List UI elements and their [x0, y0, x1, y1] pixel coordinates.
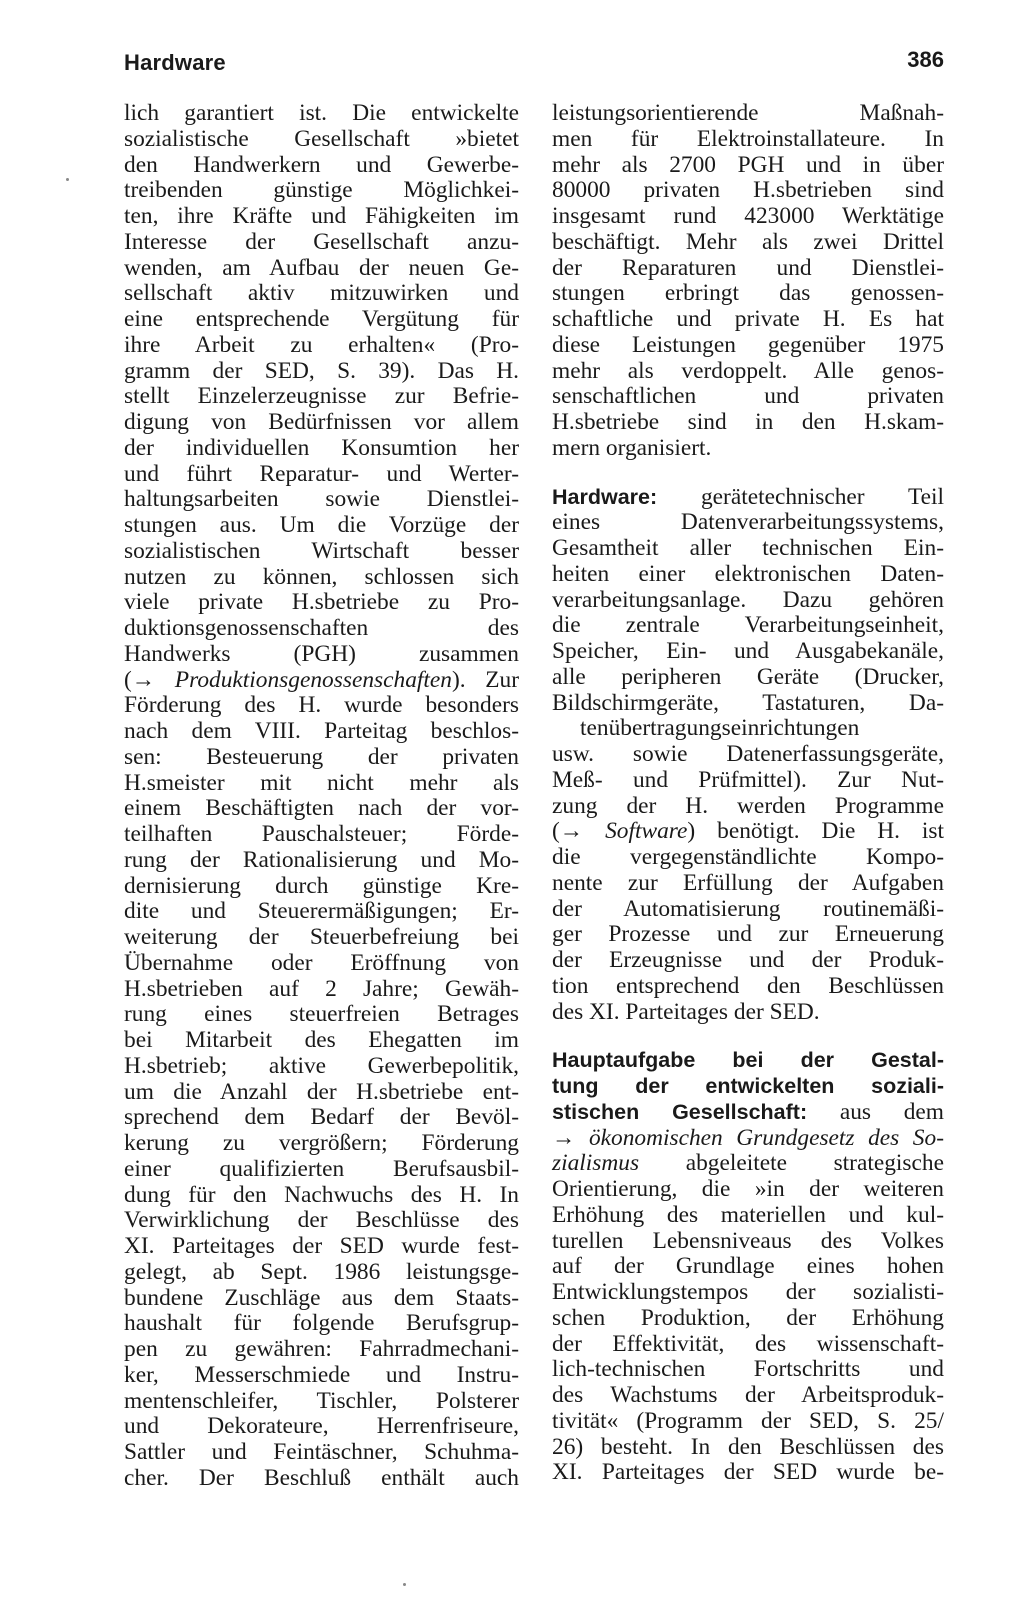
handwerk-continuation: [552, 101, 944, 462]
text-line: einem Beschäftigten nach der vor-: [124, 795, 519, 822]
entry-hauptaufgabe: Hauptaufgabe bei der Gestal- tung der entwickelten soziali- stischen Gesellschaft: aus dem → ökonomischen Grundgesetz des So- zialismus abgeleitete strategische Orientierung, die »in der weiteren Erhöhung des materiellen und kul- turellen Lebensniveaus des Volkes auf der Grundlage eines hohen Entwicklungstempos der sozialisti- schen Produktion, der Erhöhung der Effektivität, des wissenschaft- lich-technischen Fortschritts und des Wachstums der Arbeitsproduk- tivität« (Programm der SED, S. 25/ 26) besteht. In den Beschlüssen des XI. Parteitages der SED wurde be-: [552, 1048, 944, 1486]
headword-hauptaufgabe-2: tung der entwickelten soziali-: [552, 1074, 944, 1098]
text-line: der individuellen Konsumtion her: [124, 434, 519, 461]
text-line: Verwirklichung der Beschlüsse des: [124, 1207, 519, 1234]
text-line: H.sbetrieb; aktive Gewerbepolitik,: [124, 1052, 519, 1079]
text-line: Meß- und Prüfmittel). Zur Nut-: [552, 766, 944, 793]
text-line: haltungsarbeiten sowie Dienstlei-: [124, 486, 519, 513]
text-line: sozialistischen Wirtschaft besser: [124, 537, 519, 564]
text-line: viele private H.sbetriebe zu Pro-: [124, 589, 519, 616]
headword-hauptaufgabe-1: Hauptaufgabe bei der Gestal-: [552, 1048, 944, 1073]
hardware-first-line: Hardware: gerätetechnischer Teil: [552, 483, 944, 510]
text-line: H.sbetrieben auf 2 Jahre; Gewäh-: [124, 975, 519, 1002]
text-line: diese Leistungen gegenüber 1975: [552, 331, 944, 358]
text-line: mehr als 2700 PGH und in über: [552, 151, 944, 178]
text-line: Orientierung, die »in der weiteren: [552, 1176, 944, 1202]
text-line: heiten einer elektronischen Daten-: [552, 560, 944, 587]
entry-hardware: [552, 485, 944, 1026]
text-line: sprechend dem Bedarf der Bevöl-: [124, 1104, 519, 1131]
text-line: dung für den Nachwuchs des H. In: [124, 1181, 519, 1208]
headword-hardware: Hardware:: [552, 484, 658, 509]
hardware-text-part2: [552, 845, 944, 1025]
text-line: Förderung des H. wurde besonders: [124, 692, 519, 719]
hauptaufgabe-xref-line: → ökonomischen Grundgesetz des So-: [552, 1124, 944, 1151]
text-line: rung der Rationalisierung und Mo-: [124, 846, 519, 873]
paper-speck: [403, 1583, 406, 1586]
text-line: Interesse der Gesellschaft anzu-: [124, 228, 519, 255]
text-line: weiterung der Steuerbefreiung bei: [124, 924, 519, 950]
text-line: um die Anzahl der H.sbetriebe ent-: [124, 1078, 519, 1105]
text-line: nutzen zu können, schlossen sich: [124, 563, 519, 590]
text-line: schen Produktion, der Erhöhung: [552, 1304, 944, 1331]
text-line: XI. Parteitages der SED wurde fest-: [124, 1233, 519, 1259]
text-line: cher. Der Beschluß enthält auch: [124, 1464, 519, 1491]
text-line: haushalt für folgende Berufsgrup-: [124, 1310, 519, 1337]
text-line: beschäftigt. Mehr als zwei Drittel: [552, 228, 944, 255]
text-line: gramm der SED, S. 39). Das H.: [124, 357, 519, 384]
xref-oekonomisches-grundgesetz-cont[interactable]: zialismus: [552, 1150, 640, 1177]
text-line: zung der H. werden Programme: [552, 792, 944, 819]
text-line: 26) besteht. In den Beschlüssen des: [552, 1433, 944, 1460]
text-line: stungen aus. Um die Vorzüge der: [124, 512, 519, 538]
xref-oekonomisches-grundgesetz[interactable]: ökonomischen Grundgesetz des So-: [588, 1124, 944, 1151]
text-line: stungen erbringt das genossen-: [552, 280, 944, 307]
text-line: turellen Lebensniveaus des Volkes: [552, 1227, 944, 1254]
text-line: Speicher, Ein- und Ausgabekanäle,: [552, 638, 944, 664]
text-line: die zentrale Verarbeitungseinheit,: [552, 612, 944, 639]
text-line: ten, ihre Kräfte und Fähigkeiten im: [124, 203, 519, 229]
left-xref-line: (→ Produktionsgenossenschaften). Zur: [124, 666, 519, 693]
text-line: Bildschirmgeräte, Tastaturen, Da-: [552, 689, 944, 716]
text-line: mern organisiert.: [552, 434, 712, 461]
text-line: tion entsprechend den Beschlüssen: [552, 972, 944, 999]
text-line: der Reparaturen und Dienstlei-: [552, 254, 944, 281]
text-line: dite und Steuerermäßigungen; Er-: [124, 898, 519, 925]
text-line: des Wachstums der Arbeitsproduk-: [552, 1382, 944, 1408]
text-line: Gesamtheit aller technischen Ein-: [552, 535, 944, 561]
text-line: sen: Besteuerung der privaten: [124, 743, 519, 770]
hauptaufgabe-text: [552, 1177, 944, 1486]
text-line: digung von Bedürfnissen vor allem: [124, 409, 519, 435]
text-line: bundene Zuschläge aus dem Staats-: [124, 1284, 519, 1311]
text-line: bei Mitarbeit des Ehegatten im: [124, 1027, 519, 1053]
text-line: rung eines steuerfreien Betrages: [124, 1001, 519, 1028]
text-line: mentenschleifer, Tischler, Polsterer: [124, 1387, 519, 1414]
text-line: der Erzeugnisse und der Produk-: [552, 947, 944, 973]
text-line: H.sbetriebe sind in den H.skam-: [552, 409, 944, 435]
hardware-text-part1: [552, 510, 944, 819]
hardware-xref-line: (→ Software) benötigt. Die H. ist: [552, 818, 944, 845]
text-line: treibenden günstige Möglichkei-: [124, 177, 519, 204]
text-line: einer qualifizierten Berufsausbil-: [124, 1155, 519, 1182]
text-line: auf der Grundlage eines hohen: [552, 1253, 944, 1280]
text-line: usw. sowie Datenerfassungsgeräte,: [552, 741, 944, 767]
text-line: H.smeister mit nicht mehr als: [124, 769, 519, 796]
headword-hauptaufgabe-3: stischen Gesellschaft:: [552, 1099, 808, 1124]
text-line: die vergegenständlichte Kompo-: [552, 844, 944, 870]
text-line: duktionsgenossenschaften des: [124, 615, 519, 641]
left-column-text-part1: [124, 101, 519, 668]
text-line: verarbeitungsanlage. Dazu gehören: [552, 586, 944, 613]
right-column: [552, 101, 944, 1486]
text-line: nach dem VIII. Parteitag beschlos-: [124, 718, 519, 744]
text-line: tivität« (Programm der SED, S. 25/: [552, 1407, 944, 1434]
text-line: teilhaften Pauschalsteuer; Förde-: [124, 821, 519, 847]
text-line: stellt Einzelerzeugnisse zur Befrie-: [124, 383, 519, 410]
text-line: insgesamt rund 423000 Werktätige: [552, 203, 944, 229]
text-line: des XI. Parteitages der SED.: [552, 998, 820, 1025]
text-line: 80000 privaten H.sbetrieben sind: [552, 177, 944, 204]
text-line: sozialistische Gesellschaft »bietet: [124, 125, 519, 152]
text-line: alle peripheren Geräte (Drucker,: [552, 663, 944, 690]
text-line: nente zur Erfüllung der Aufgaben: [552, 869, 944, 896]
text-line: men für Elektroinstallateure. In: [552, 125, 944, 152]
left-column: [124, 101, 519, 1492]
left-column-text-part2: [124, 693, 519, 1491]
text-line: Übernahme oder Eröffnung von: [124, 949, 519, 976]
text-line: Sattler und Feintäschner, Schuhma-: [124, 1439, 519, 1465]
text-line: sellschaft aktiv mitzuwirken und: [124, 280, 519, 307]
text-line: schaftliche und private H. Es hat: [552, 306, 944, 332]
text-line: lich garantiert ist. Die entwickelte: [124, 100, 519, 126]
text-line: pen zu gewähren: Fahrradmechani-: [124, 1336, 519, 1362]
text-line: Entwicklungstempos der sozialisti-: [552, 1279, 944, 1305]
text-line: Handwerks (PGH) zusammen: [124, 640, 519, 667]
text-line: der Effektivität, des wissenschaft-: [552, 1330, 944, 1357]
page-number: 386: [907, 47, 944, 72]
text-line: dernisierung durch günstige Kre-: [124, 872, 519, 899]
text-line: ihre Arbeit zu erhalten« (Pro-: [124, 331, 519, 358]
catchword: Hardware: [124, 50, 226, 75]
text-line: XI. Parteitages der SED wurde be-: [552, 1459, 944, 1486]
text-line: mehr als verdoppelt. Alle genos-: [552, 357, 944, 384]
text-line: tenübertragungseinrichtungen: [580, 715, 860, 742]
text-line: ger Prozesse und zur Erneuerung: [552, 921, 944, 948]
text-line: eines Datenverarbeitungssystems,: [552, 509, 944, 536]
text-line: und führt Reparatur- und Werter-: [124, 460, 519, 487]
xref-software[interactable]: Software: [605, 818, 688, 845]
text-line: der Automatisierung routinemäßi-: [552, 895, 944, 922]
text-line: leistungsorientierende Maßnah-: [552, 100, 944, 126]
text-line: und Dekorateure, Herrenfriseure,: [124, 1413, 519, 1440]
text-line: ker, Messerschmiede und Instru-: [124, 1361, 519, 1388]
text-line: den Handwerkern und Gewerbe-: [124, 151, 519, 178]
xref-produktionsgenossenschaften[interactable]: Produktionsgenossenschaften: [174, 666, 452, 693]
running-header: [0, 0, 1024, 100]
text-line: lich-technischen Fortschritts und: [552, 1356, 944, 1383]
text-line: kerung zu vergrößern; Förderung: [124, 1130, 519, 1156]
text-line: Erhöhung des materiellen und kul-: [552, 1201, 944, 1228]
text-line: wenden, am Aufbau der neuen Ge-: [124, 254, 519, 281]
text-line: eine entsprechende Vergütung für: [124, 306, 519, 332]
paper-speck: [66, 178, 69, 181]
text-line: senschaftlichen und privaten: [552, 383, 944, 410]
text-line: gelegt, ab Sept. 1986 leistungsge-: [124, 1258, 519, 1285]
